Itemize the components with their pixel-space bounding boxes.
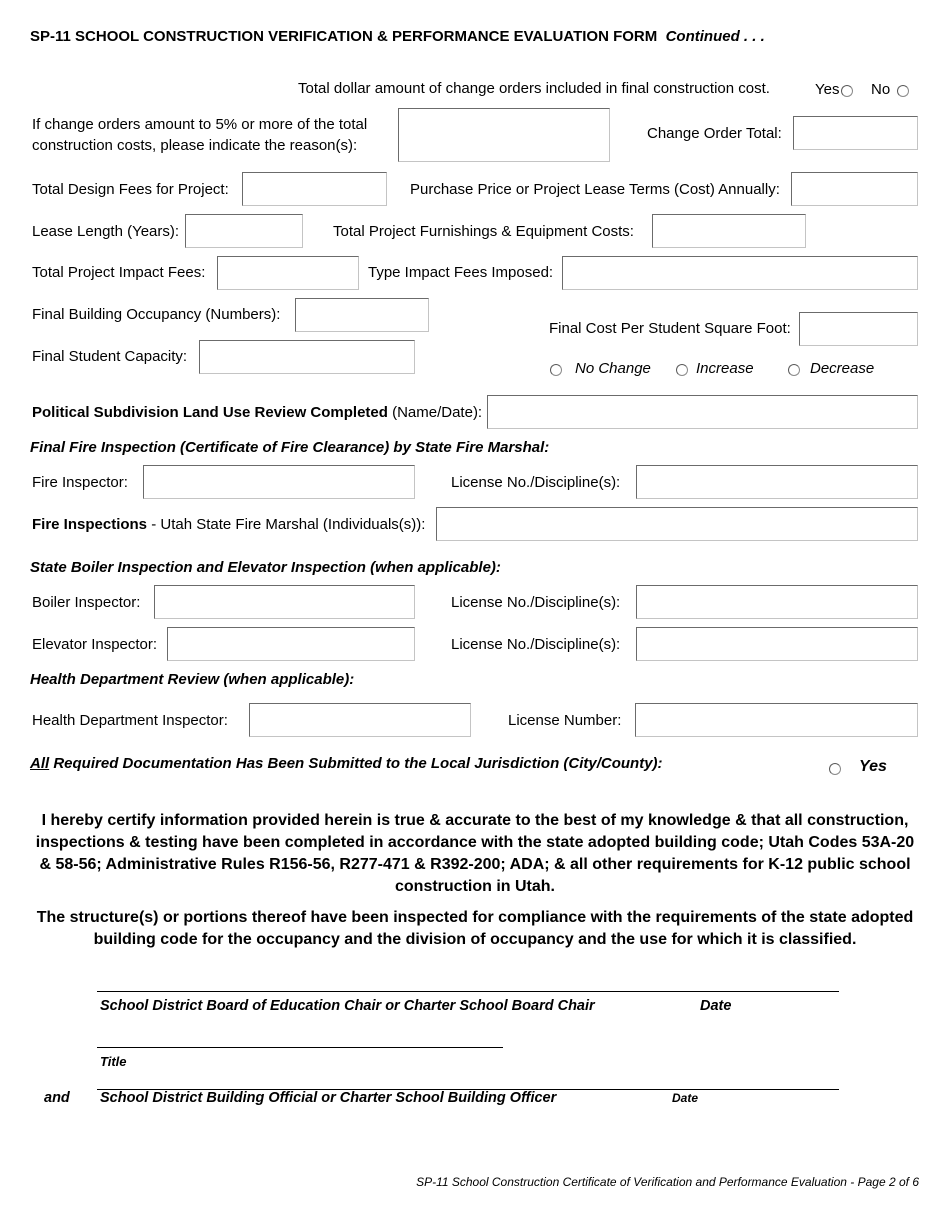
building-official-date-label: Date (672, 1091, 699, 1105)
fire-inspections-label (32, 516, 425, 533)
building-official-label: School District Building Official or Charter School Building Officer (100, 1090, 557, 1106)
fire-inspector-field[interactable] (143, 465, 415, 499)
board-chair-label: School District Board of Education Chair or Charter School Board Chair (100, 998, 595, 1014)
title-label: Title (100, 1054, 127, 1069)
page-title (30, 28, 765, 45)
furnishings-field[interactable] (652, 214, 806, 248)
cost-per-sqft-field[interactable] (799, 312, 918, 346)
change-reason-field[interactable] (398, 108, 610, 162)
land-use-label-bold: Political Subdivision Land Use Review Completed (32, 404, 388, 421)
boiler-inspector-label: Boiler Inspector: (32, 594, 141, 611)
impact-fees-label: Total Project Impact Fees: (32, 264, 206, 281)
impact-fees-type-label: Type Impact Fees Imposed: (368, 264, 554, 281)
building-occupancy-label: Final Building Occupancy (Numbers): (32, 306, 281, 323)
increase-label: Increase (696, 360, 754, 377)
elevator-inspector-field[interactable] (167, 627, 415, 661)
boiler-license-field[interactable] (636, 585, 918, 619)
boiler-license-label: License No./Discipline(s): (451, 594, 621, 611)
change-orders-yes-label: Yes (815, 81, 840, 98)
fire-inspector-label: Fire Inspector: (32, 474, 128, 491)
board-chair-signature-line[interactable] (97, 991, 839, 992)
health-inspector-label: Health Department Inspector: (32, 712, 228, 729)
increase-radio[interactable] (676, 364, 688, 376)
lease-length-label: Lease Length (Years): (32, 223, 180, 240)
purchase-price-field[interactable] (791, 172, 918, 206)
building-occupancy-field[interactable] (295, 298, 429, 332)
elevator-license-label: License No./Discipline(s): (451, 636, 621, 653)
change-orders-question: Total dollar amount of change orders included in final construction cost. (298, 80, 770, 97)
student-capacity-label: Final Student Capacity: (32, 348, 188, 365)
design-fees-label: Total Design Fees for Project: (32, 181, 229, 198)
continued-label: Continued . . . (665, 28, 765, 45)
elevator-license-field[interactable] (636, 627, 918, 661)
fire-inspections-field[interactable] (436, 507, 918, 541)
certification-paragraph-2: The structure(s) or portions thereof have been inspected for compliance with the requirements of the state adopted building code for the occupancy and the division of occupancy and the use for which it is classified. (36, 909, 914, 948)
no-change-label: No Change (575, 360, 651, 377)
documentation-all-word: All (30, 755, 50, 772)
change-orders-yes-radio[interactable] (841, 85, 853, 97)
certification-paragraph-1: I hereby certify information provided herein is true & accurate to the best of my knowledge & that all construction, inspections & testing have been completed in accordance with the state adopted building code; Utah Codes 53A-20 & 58-56; Administrative Rules R156-56, R277-471 & R392-200; ADA; & all other requirements for K-12 public school construction in Utah. (35, 812, 915, 895)
design-fees-field[interactable] (242, 172, 387, 206)
no-change-radio[interactable] (550, 364, 562, 376)
boiler-inspector-field[interactable] (154, 585, 415, 619)
documentation-statement-text: Required Documentation Has Been Submitted to the Local Jurisdiction (City/County): (53, 755, 663, 772)
change-orders-no-label: No (871, 81, 891, 98)
health-license-label: License Number: (508, 712, 622, 729)
decrease-radio[interactable] (788, 364, 800, 376)
health-department-heading: Health Department Review (when applicable): (30, 671, 355, 688)
land-use-field[interactable] (487, 395, 918, 429)
change-reason-label-line2: construction costs, please indicate the reason(s): (32, 137, 358, 154)
fire-license-field[interactable] (636, 465, 918, 499)
elevator-inspector-label: Elevator Inspector: (32, 636, 158, 653)
health-inspector-field[interactable] (249, 703, 471, 737)
land-use-label (32, 404, 482, 421)
fire-inspection-heading: Final Fire Inspection (Certificate of Fire Clearance) by State Fire Marshal: (30, 439, 550, 456)
impact-fees-field[interactable] (217, 256, 359, 290)
documentation-yes-radio[interactable] (829, 763, 841, 775)
health-license-field[interactable] (635, 703, 918, 737)
land-use-label-rest: (Name/Date): (392, 404, 483, 421)
change-order-total-label: Change Order Total: (647, 125, 782, 142)
title-signature-line[interactable] (97, 1047, 503, 1048)
page-title-text: SP-11 SCHOOL CONSTRUCTION VERIFICATION & PERFORMANCE EVALUATION FORM (30, 28, 658, 45)
student-capacity-field[interactable] (199, 340, 415, 374)
change-order-total-field[interactable] (793, 116, 918, 150)
documentation-statement (30, 755, 663, 772)
and-label: and (44, 1090, 70, 1106)
impact-fees-type-field[interactable] (562, 256, 918, 290)
change-orders-no-radio[interactable] (897, 85, 909, 97)
lease-length-field[interactable] (185, 214, 303, 248)
change-reason-label-line1: If change orders amount to 5% or more of the total (32, 116, 368, 133)
furnishings-label: Total Project Furnishings & Equipment Costs: (333, 223, 634, 240)
fire-license-label: License No./Discipline(s): (451, 474, 621, 491)
page-footer: SP-11 School Construction Certificate of Verification and Performance Evaluation - Page 2 of 6 (416, 1175, 919, 1189)
fire-inspections-label-bold: Fire Inspections (32, 516, 148, 533)
board-chair-date-label: Date (700, 998, 732, 1014)
documentation-yes-label: Yes (859, 758, 887, 775)
boiler-elevator-heading: State Boiler Inspection and Elevator Inspection (when applicable): (30, 559, 501, 576)
fire-inspections-label-rest: - Utah State Fire Marshal (Individuals(s)): (151, 516, 426, 533)
decrease-label: Decrease (810, 360, 875, 377)
cost-per-sqft-label: Final Cost Per Student Square Foot: (549, 320, 791, 337)
purchase-price-label: Purchase Price or Project Lease Terms (Cost) Annually: (410, 181, 780, 198)
